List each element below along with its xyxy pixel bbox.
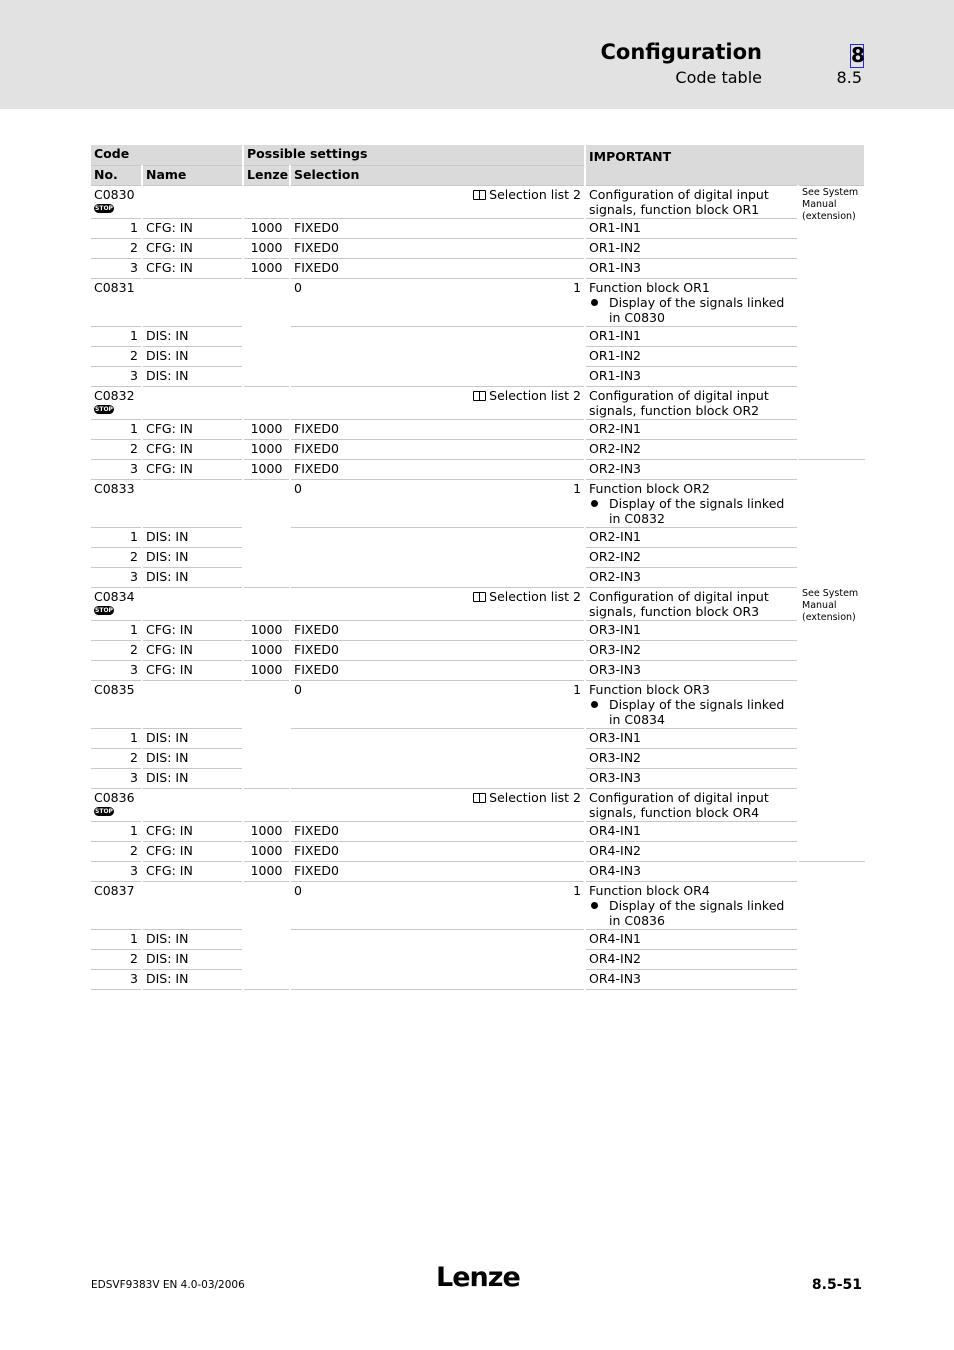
subcode-no: 3 <box>91 366 142 386</box>
selection-value: FIXED0 <box>290 238 585 258</box>
function-block-title: Function block OR2 <box>589 480 710 496</box>
subcode-name: DIS: IN <box>142 326 243 346</box>
chapter-title: Configuration <box>600 40 762 64</box>
subcode-row <box>91 620 865 640</box>
important-value: OR3-IN3 <box>585 660 798 680</box>
subcode-no: 1 <box>91 620 142 640</box>
name-cell <box>142 788 243 821</box>
selection-cell <box>290 728 585 788</box>
subcode-row <box>91 527 865 547</box>
selection-value: FIXED0 <box>290 841 585 861</box>
stop-icon: STOP <box>95 606 113 614</box>
lenze-cell <box>243 185 290 218</box>
important-value: OR3-IN1 <box>585 620 798 640</box>
selection-cell <box>290 326 585 386</box>
subcode-no: 1 <box>91 527 142 547</box>
book-icon <box>473 793 486 803</box>
lenze-value: 1000 <box>243 258 290 278</box>
bullet-icon <box>591 500 598 507</box>
code-row <box>91 881 865 929</box>
selection-min: 0 <box>294 480 302 496</box>
important-value: OR1-IN2 <box>585 238 798 258</box>
lenze-logo: Lenze <box>436 1262 520 1293</box>
lenze-value: 1000 <box>243 620 290 640</box>
selection-cell <box>290 788 585 821</box>
selection-min: 0 <box>294 882 302 898</box>
selection-list-link[interactable]: Selection list 2 <box>489 588 582 604</box>
selection-list-link[interactable]: Selection list 2 <box>489 789 582 805</box>
header-code: Code <box>91 145 243 165</box>
subcode-row <box>91 640 865 660</box>
code-table <box>91 145 865 990</box>
subcode-no: 2 <box>91 238 142 258</box>
table-header-row-1 <box>91 145 865 165</box>
selection-list-link[interactable]: Selection list 2 <box>489 387 582 403</box>
subcode-name: CFG: IN <box>142 640 243 660</box>
subcode-name: CFG: IN <box>142 258 243 278</box>
subcode-row <box>91 821 865 841</box>
lenze-value: 1000 <box>243 841 290 861</box>
subcode-no: 2 <box>91 748 142 768</box>
subcode-no: 2 <box>91 547 142 567</box>
selection-min: 0 <box>294 681 302 697</box>
code-cell <box>91 587 142 620</box>
header-name: Name <box>142 165 243 185</box>
important-value: OR4-IN2 <box>585 949 798 969</box>
subcode-name: DIS: IN <box>142 547 243 567</box>
lenze-cell <box>243 278 290 386</box>
stop-icon: STOP <box>95 405 113 413</box>
code-row <box>91 587 865 620</box>
header-band <box>0 0 954 109</box>
selection-value: FIXED0 <box>290 620 585 640</box>
lenze-value: 1000 <box>243 218 290 238</box>
code-row <box>91 680 865 728</box>
selection-range <box>290 278 585 326</box>
selection-list-link[interactable]: Selection list 2 <box>489 186 582 202</box>
subcode-name: DIS: IN <box>142 949 243 969</box>
important-value: OR2-IN1 <box>585 419 798 439</box>
lenze-cell <box>243 680 290 788</box>
code-cell: C0833 <box>91 479 142 527</box>
important-cell <box>585 278 798 326</box>
important-value: OR1-IN2 <box>585 346 798 366</box>
important-value: OR1-IN3 <box>585 366 798 386</box>
subcode-name: DIS: IN <box>142 768 243 788</box>
subcode-name: DIS: IN <box>142 728 243 748</box>
bullet-icon <box>591 299 598 306</box>
code-row <box>91 185 865 218</box>
lenze-value: 1000 <box>243 861 290 881</box>
subcode-row <box>91 238 865 258</box>
subcode-name: DIS: IN <box>142 929 243 949</box>
name-cell <box>142 680 243 728</box>
selection-range-values <box>294 682 581 697</box>
subcode-row <box>91 728 865 748</box>
important-value: OR1-IN1 <box>585 218 798 238</box>
selection-range <box>290 479 585 527</box>
subcode-name: CFG: IN <box>142 238 243 258</box>
subcode-no: 2 <box>91 439 142 459</box>
subcode-no: 2 <box>91 949 142 969</box>
subcode-name: CFG: IN <box>142 660 243 680</box>
selection-range-values <box>294 481 581 496</box>
code-row <box>91 278 865 326</box>
function-block-title: Function block OR1 <box>589 279 710 295</box>
selection-value: FIXED0 <box>290 258 585 278</box>
subcode-row <box>91 326 865 346</box>
bullet-item <box>589 496 794 526</box>
important-value: OR4-IN2 <box>585 841 798 861</box>
subcode-row <box>91 459 865 479</box>
important-value: OR1-IN3 <box>585 258 798 278</box>
code-row <box>91 386 865 419</box>
important-cell: Configuration of digital input signals, function block OR3 <box>585 587 798 620</box>
subcode-name: CFG: IN <box>142 419 243 439</box>
important-cell: Configuration of digital input signals, function block OR4 <box>585 788 798 821</box>
selection-max: 1 <box>573 882 582 898</box>
selection-max: 1 <box>573 681 582 697</box>
function-block-title: Function block OR3 <box>589 681 710 697</box>
code-cell: C0831 <box>91 278 142 326</box>
code-cell <box>91 386 142 419</box>
selection-value: FIXED0 <box>290 218 585 238</box>
subcode-name: DIS: IN <box>142 748 243 768</box>
section-number: 8.5 <box>836 68 862 87</box>
chapter-number: 8 <box>851 43 865 67</box>
selection-range <box>290 680 585 728</box>
code-cell: C0837 <box>91 881 142 929</box>
selection-value: FIXED0 <box>290 459 585 479</box>
function-block-title: Function block OR4 <box>589 882 710 898</box>
subcode-name: CFG: IN <box>142 459 243 479</box>
subcode-no: 1 <box>91 326 142 346</box>
subcode-name: CFG: IN <box>142 861 243 881</box>
name-cell <box>142 386 243 419</box>
stop-icon: STOP <box>95 204 113 212</box>
important-value: OR1-IN1 <box>585 326 798 346</box>
important-value: OR3-IN3 <box>585 768 798 788</box>
important-value: OR2-IN1 <box>585 527 798 547</box>
subcode-row <box>91 258 865 278</box>
header-no: No. <box>91 165 142 185</box>
important-value: OR2-IN3 <box>585 459 798 479</box>
subcode-no: 3 <box>91 969 142 989</box>
selection-cell <box>290 185 585 218</box>
important-value: OR3-IN2 <box>585 640 798 660</box>
page-number: 8.5-51 <box>811 1277 862 1293</box>
important-cell <box>585 680 798 728</box>
subcode-row <box>91 841 865 861</box>
bullet-text: Display of the signals linked in C0830 <box>609 294 785 325</box>
lenze-value: 1000 <box>243 821 290 841</box>
important-value: OR4-IN3 <box>585 969 798 989</box>
selection-value: FIXED0 <box>290 439 585 459</box>
header-possible-settings: Possible settings <box>243 145 585 165</box>
subcode-no: 3 <box>91 459 142 479</box>
subcode-name: CFG: IN <box>142 620 243 640</box>
important-cell <box>585 479 798 527</box>
lenze-cell <box>243 587 290 620</box>
code-row <box>91 479 865 527</box>
header-lenze: Lenze <box>243 165 290 185</box>
subcode-name: DIS: IN <box>142 366 243 386</box>
code-number: C0830 <box>94 186 135 202</box>
bullet-item <box>589 898 794 928</box>
lenze-value: 1000 <box>243 660 290 680</box>
lenze-cell <box>243 479 290 587</box>
bullet-icon <box>591 902 598 909</box>
book-icon <box>473 592 486 602</box>
code-number: C0832 <box>94 387 135 403</box>
important-value: OR2-IN3 <box>585 567 798 587</box>
subcode-row <box>91 861 865 881</box>
selection-cell <box>290 587 585 620</box>
selection-cell <box>290 527 585 587</box>
subcode-no: 1 <box>91 929 142 949</box>
bullet-icon <box>591 701 598 708</box>
system-manual-note: See System Manual (extension) <box>798 587 865 861</box>
subcode-row <box>91 439 865 459</box>
subcode-no: 1 <box>91 821 142 841</box>
subcode-no: 2 <box>91 346 142 366</box>
selection-value: FIXED0 <box>290 861 585 881</box>
stop-icon: STOP <box>95 807 113 815</box>
book-icon <box>473 391 486 401</box>
name-cell <box>142 185 243 218</box>
subcode-no: 3 <box>91 258 142 278</box>
document-id: EDSVF9383V EN 4.0-03/2006 <box>91 1279 245 1291</box>
subcode-name: CFG: IN <box>142 841 243 861</box>
selection-range-values <box>294 280 581 295</box>
selection-value: FIXED0 <box>290 660 585 680</box>
subcode-no: 3 <box>91 660 142 680</box>
important-cell: Configuration of digital input signals, function block OR1 <box>585 185 798 218</box>
code-cell <box>91 788 142 821</box>
important-cell <box>585 881 798 929</box>
selection-cell <box>290 929 585 989</box>
important-value: OR2-IN2 <box>585 439 798 459</box>
subcode-no: 3 <box>91 567 142 587</box>
lenze-cell <box>243 881 290 989</box>
subcode-row <box>91 419 865 439</box>
lenze-cell <box>243 386 290 419</box>
book-icon <box>473 190 486 200</box>
subcode-name: DIS: IN <box>142 969 243 989</box>
bullet-text: Display of the signals linked in C0832 <box>609 495 785 526</box>
subcode-name: DIS: IN <box>142 527 243 547</box>
name-cell <box>142 587 243 620</box>
important-value: OR4-IN1 <box>585 821 798 841</box>
selection-max: 1 <box>573 480 582 496</box>
lenze-value: 1000 <box>243 439 290 459</box>
name-cell <box>142 881 243 929</box>
subcode-name: CFG: IN <box>142 821 243 841</box>
name-cell <box>142 479 243 527</box>
subcode-no: 3 <box>91 861 142 881</box>
subcode-row <box>91 660 865 680</box>
selection-max: 1 <box>573 279 582 295</box>
bullet-text: Display of the signals linked in C0834 <box>609 696 785 727</box>
code-cell <box>91 185 142 218</box>
section-title: Code table <box>675 68 762 87</box>
header-selection: Selection <box>290 165 585 185</box>
bullet-text: Display of the signals linked in C0836 <box>609 897 785 928</box>
name-cell <box>142 278 243 326</box>
subcode-row <box>91 929 865 949</box>
selection-range-values <box>294 883 581 898</box>
code-number: C0834 <box>94 588 135 604</box>
code-number: C0836 <box>94 789 135 805</box>
lenze-cell <box>243 788 290 821</box>
subcode-no: 2 <box>91 841 142 861</box>
code-cell: C0835 <box>91 680 142 728</box>
selection-value: FIXED0 <box>290 821 585 841</box>
code-row <box>91 788 865 821</box>
system-manual-note: See System Manual (extension) <box>798 185 865 459</box>
important-cell: Configuration of digital input signals, function block OR2 <box>585 386 798 419</box>
important-value: OR4-IN3 <box>585 861 798 881</box>
selection-value: FIXED0 <box>290 419 585 439</box>
subcode-name: CFG: IN <box>142 439 243 459</box>
subcode-no: 3 <box>91 768 142 788</box>
selection-value: FIXED0 <box>290 640 585 660</box>
subcode-name: CFG: IN <box>142 218 243 238</box>
subcode-no: 1 <box>91 419 142 439</box>
lenze-value: 1000 <box>243 640 290 660</box>
subcode-no: 2 <box>91 640 142 660</box>
header-important: IMPORTANT <box>585 145 865 185</box>
important-value: OR4-IN1 <box>585 929 798 949</box>
subcode-name: DIS: IN <box>142 346 243 366</box>
subcode-name: DIS: IN <box>142 567 243 587</box>
selection-cell <box>290 386 585 419</box>
subcode-no: 1 <box>91 218 142 238</box>
selection-range <box>290 881 585 929</box>
bullet-item <box>589 697 794 727</box>
subcode-row <box>91 218 865 238</box>
lenze-value: 1000 <box>243 238 290 258</box>
subcode-no: 1 <box>91 728 142 748</box>
selection-min: 0 <box>294 279 302 295</box>
important-value: OR3-IN2 <box>585 748 798 768</box>
lenze-value: 1000 <box>243 459 290 479</box>
important-value: OR2-IN2 <box>585 547 798 567</box>
bullet-item <box>589 295 794 325</box>
important-value: OR3-IN1 <box>585 728 798 748</box>
lenze-value: 1000 <box>243 419 290 439</box>
